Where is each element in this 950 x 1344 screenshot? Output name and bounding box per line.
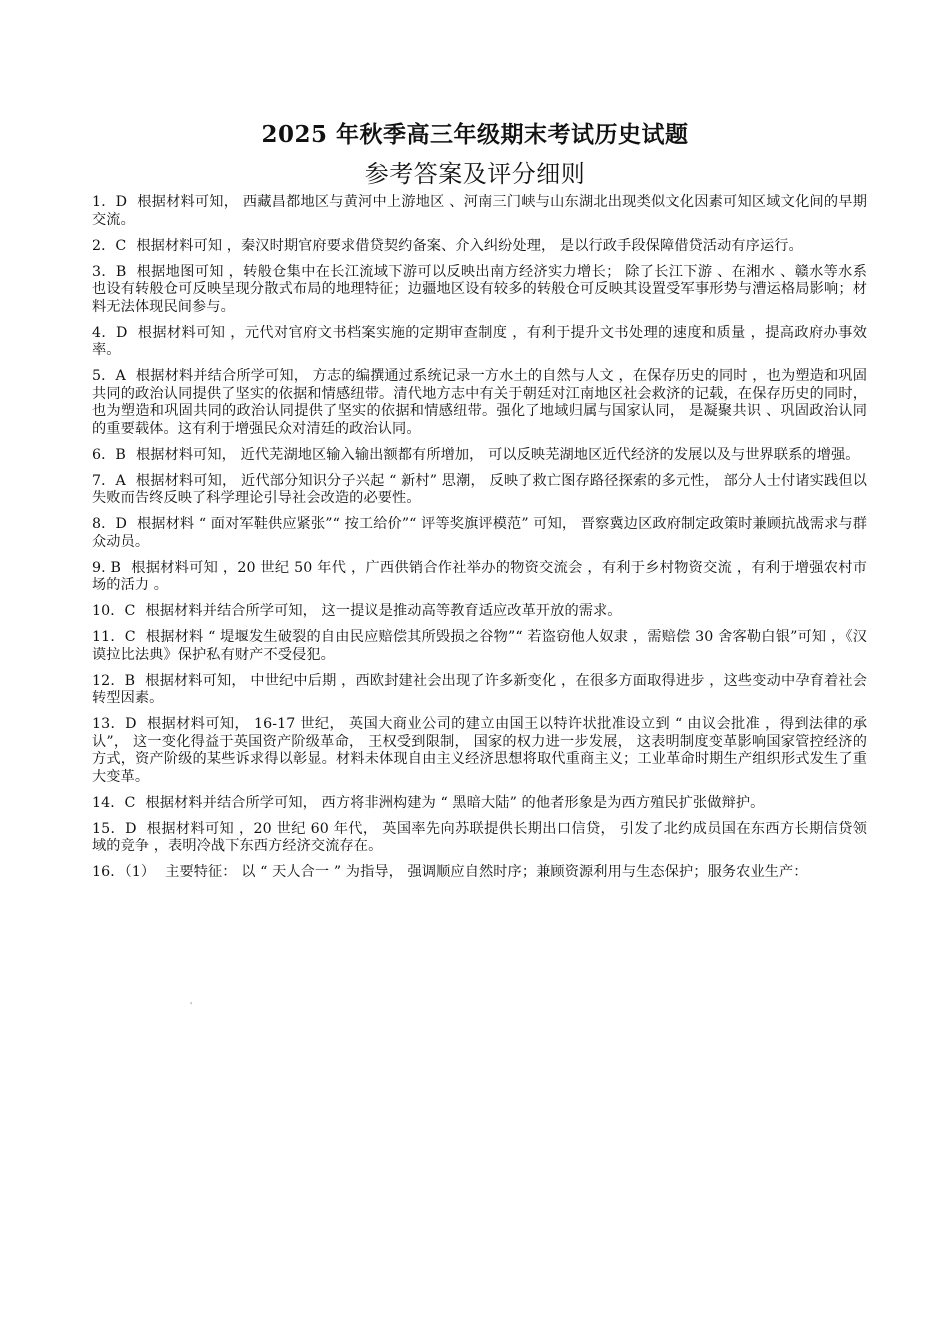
answer-item-1	[92, 194, 867, 229]
answer-text: 根据材料可知 ，20 世纪 60 年代， 英国率先向苏联提供长期出口信贷， 引发了北约成员国在东西方长期信贷领域的竞争 ，表明冷战下东西方经济交流存在。	[92, 820, 868, 854]
answer-number: 16．（1）	[92, 864, 156, 880]
answer-text: 根据材料并结合所学可知， 方志的编撰通过系统记录一方水土的自然与人文 ，在保存历史的同时 ，也为塑造和巩固共同的政治认同提供了坚实的依据和情感纽带。清代地方志中有关于朝廷对江南地区社会救济的记载，在保存历史的同时，也为塑造和巩固共同的政治认同提供了坚实的依据和情感纽带。强化了地域归属与国家认同， 是凝聚共识 、巩固政治认同的重要载体。这有利于增强民众对清廷的政治认同。	[92, 368, 867, 437]
answer-number: 12．B	[92, 672, 136, 689]
stray-mark: '	[190, 1001, 193, 1010]
answer-number: 15．D	[92, 820, 137, 837]
answer-item-4	[92, 325, 867, 360]
answer-text: 根据地图可知 ，转般仓集中在长江流域下游可以反映出南方经济实力增长； 除了长江下游 、在湘水 、赣水等水系也设有转般仓可反映呈现分散式布局的地理特征；边疆地区设有较多的转般仓可反映其设置受军事形势与漕运格局影响；材料无法体现民间参与。	[92, 263, 867, 315]
answer-number: 7．A	[92, 472, 126, 489]
answer-text: 根据材料可知， 16-17 世纪， 英国大商业公司的建立由国王以特许状批准设立到 “ 由议会批准 ，得到法律的承认”， 这一变化得益于英国资产阶级革命， 王权受到限制， 国家的权力进一步发展， 这表明制度变革影响国家管控经济的方式，资产阶级的某些诉求得以彰显。材料未体现自由主义经济思想将取代重商主义；工业革命时期生产组织形式发生了重大变革。	[92, 716, 867, 785]
answer-number: 3．B	[92, 263, 127, 280]
answer-number: 2．C	[92, 237, 127, 254]
answer-number: 4．D	[92, 324, 128, 341]
answer-item-12	[92, 673, 867, 708]
answer-item-11	[92, 629, 867, 664]
answer-number: 6．B	[92, 446, 126, 463]
answer-number: 11．C	[92, 629, 136, 645]
answer-text: 根据材料可知， 中世纪中后期 ，西欧封建社会出现了许多新变化 ，在很多方面取得进步 ，这些变动中孕育着社会转型因素。	[92, 672, 868, 706]
answer-item-8	[92, 516, 867, 551]
answer-item-10	[92, 603, 867, 621]
answer-item-9	[92, 560, 867, 595]
answer-text: 根据材料可知， 近代部分知识分子兴起 “ 新村” 思潮， 反映了救亡图存路径探索的多元性， 部分人士付诸实践但以失败而告终反映了科学理论引导社会改造的必要性。	[92, 472, 867, 506]
answer-item-14	[92, 795, 867, 813]
answer-item-3	[92, 264, 867, 317]
answer-text: 根据材料 “ 堤堰发生破裂的自由民应赔偿其所毁损之谷物”“ 若盗窃他人奴隶 ，需赔偿 30 舍客勒白银”可知 ，《汉谟拉比法典》保护私有财产不受侵犯。	[92, 629, 868, 663]
answer-item-6	[92, 447, 867, 465]
answer-text: 根据材料可知 ，秦汉时期官府要求借贷契约备案、介入纠纷处理， 是以行政手段保障借贷活动有序运行。	[136, 237, 803, 254]
answer-text: 根据材料可知 ，20 世纪 50 年代 ，广西供销合作社举办的物资交流会 ，有利于乡村物资交流 ，有利于增强农村市场的活力 。	[92, 559, 867, 593]
answer-number: 14．C	[92, 794, 136, 811]
answer-item-13	[92, 716, 867, 786]
answer-number: 5．A	[92, 368, 126, 384]
answer-item-16	[92, 864, 867, 882]
page-title: 2025 年秋季高三年级期末考试历史试题	[261, 121, 689, 148]
answer-text: 根据材料并结合所学可知， 西方将非洲构建为 “ 黑暗大陆” 的他者形象是为西方殖民扩张做辩护。	[145, 794, 765, 811]
answer-number: 1．D	[92, 194, 128, 210]
answer-item-7	[92, 473, 867, 508]
answer-list	[92, 194, 867, 890]
answer-number: 13．D	[92, 716, 137, 732]
answer-item-15	[92, 821, 867, 856]
answer-text: 根据材料并结合所学可知， 这一提议是推动高等教育适应改革开放的需求。	[145, 603, 622, 619]
answer-text: 根据材料可知 ，元代对官府文书档案实施的定期审查制度 ，有利于提升文书处理的速度和质量 ，提高政府办事效率。	[92, 324, 868, 358]
page-subtitle: 参考答案及评分细则	[364, 160, 586, 188]
answer-number: 10．C	[92, 603, 136, 619]
answer-text: 根据材料 “ 面对军鞋供应紧张”“ 按工给价”“ 评等奖旗评模范” 可知， 晋察冀边区政府制定政策时兼顾抗战需求与群众动员。	[92, 516, 867, 550]
answer-text: 主要特征： 以 “ 天人合一 ” 为指导， 强调顺应自然时序；兼顾资源利用与生态保护；服务农业生产：	[165, 864, 808, 880]
answer-item-5	[92, 368, 867, 438]
answer-text: 根据材料可知， 西藏昌都地区与黄河中上游地区 、河南三门峡与山东湖北出现类似文化因素可知区域文化间的早期交流。	[92, 194, 867, 228]
answer-number: 8．D	[92, 516, 127, 532]
answer-number: 9. B	[92, 559, 122, 576]
answer-text: 根据材料可知， 近代芜湖地区输入输出额都有所增加， 可以反映芜湖地区近代经济的发展以及与世界联系的增强。	[135, 446, 860, 463]
answer-item-2	[92, 238, 867, 256]
